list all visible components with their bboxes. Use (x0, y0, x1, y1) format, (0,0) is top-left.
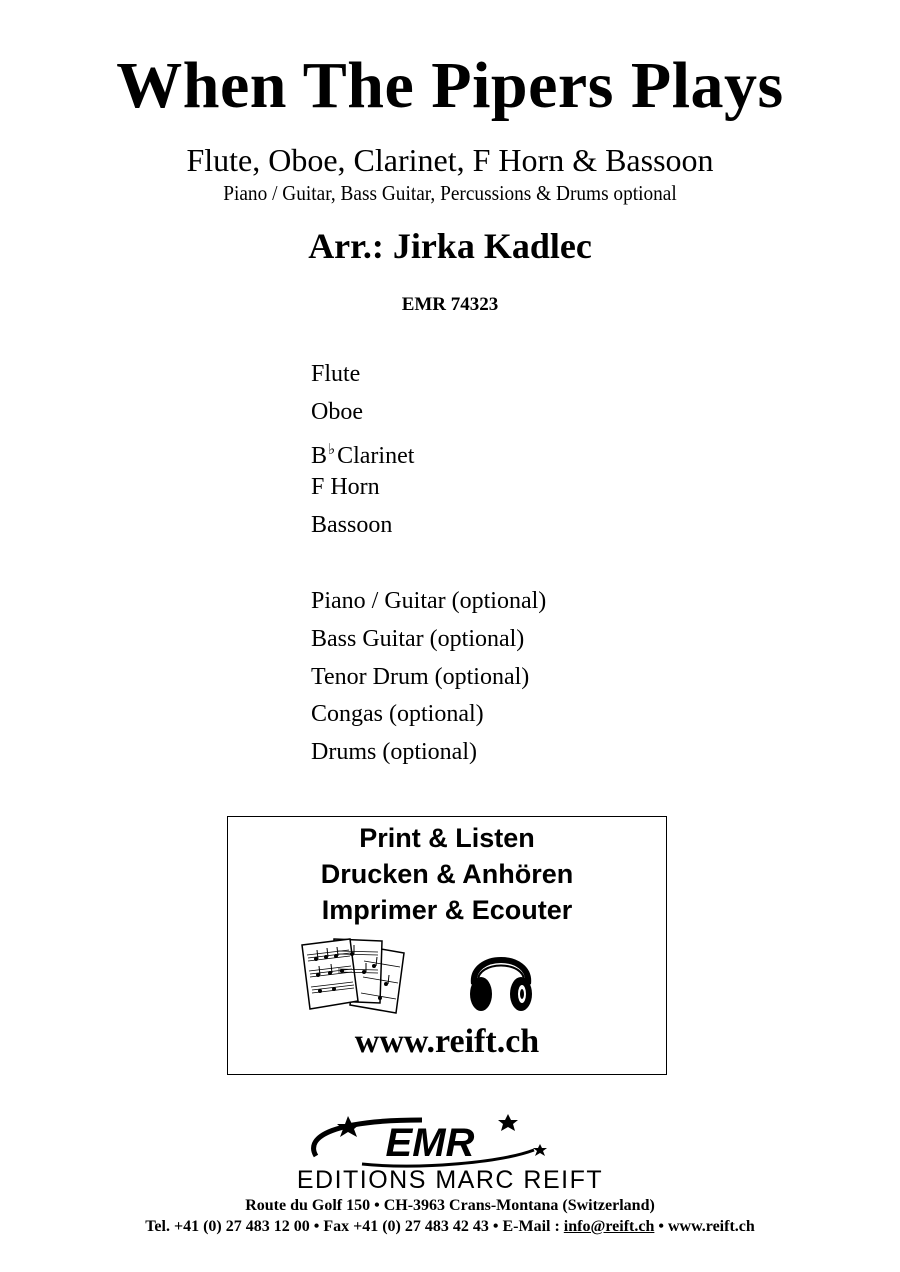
contact-phone-fax: Tel. +41 (0) 27 483 12 00 • Fax +41 (0) 27 483 42 43 • E-Mail : (145, 1218, 564, 1235)
catalog-number: EMR 74323 (401, 294, 499, 315)
promo-line-german: Drucken & Anhören (320, 859, 574, 889)
headphones-icon (466, 942, 536, 1014)
promo-line-french: Imprimer & Ecouter (321, 895, 573, 925)
publisher-contact (0, 1218, 900, 1236)
email-link[interactable]: info@reift.ch (563, 1218, 655, 1235)
page-title: When The Pipers Plays (116, 49, 784, 122)
part-name: Clarinet (337, 442, 415, 469)
emr-logo-text: EMR (385, 1121, 475, 1165)
optional-part-item: Congas (optional) (311, 701, 484, 728)
list-gap (311, 545, 546, 583)
optional-part-item: Tenor Drum (optional) (311, 663, 530, 690)
sheet-music-icon (300, 937, 412, 1015)
part-item: Flute (311, 361, 361, 387)
arranger-credit: Arr.: Jirka Kadlec (308, 226, 592, 266)
part-prefix: B (311, 442, 328, 469)
optional-part-item: Drums (optional) (311, 739, 477, 766)
parts-list (311, 356, 546, 772)
promo-website[interactable]: www.reift.ch (354, 1023, 540, 1060)
optional-part-item: Piano / Guitar (optional) (311, 587, 547, 614)
part-item (311, 432, 546, 470)
optional-part-item: Bass Guitar (optional) (311, 625, 525, 652)
contact-website[interactable]: • www.reift.ch (654, 1218, 755, 1235)
publisher-address: Route du Golf 150 • CH-3963 Crans-Montana (Switzerland) (245, 1197, 655, 1214)
part-item: Oboe (311, 398, 363, 425)
flat-sign: ♭ (328, 441, 336, 458)
optional-instrumentation-subtitle: Piano / Guitar, Bass Guitar, Percussions & Drums optional (223, 181, 677, 205)
publisher-name: EDITIONS MARC REIFT (296, 1166, 604, 1194)
instrumentation-subtitle: Flute, Oboe, Clarinet, F Horn & Bassoon (186, 142, 714, 178)
print-and-listen-box (227, 816, 667, 1075)
emr-logo (302, 1110, 552, 1172)
part-item: F Horn (311, 474, 380, 501)
promo-line-english: Print & Listen (359, 823, 535, 853)
part-item: Bassoon (311, 512, 393, 539)
